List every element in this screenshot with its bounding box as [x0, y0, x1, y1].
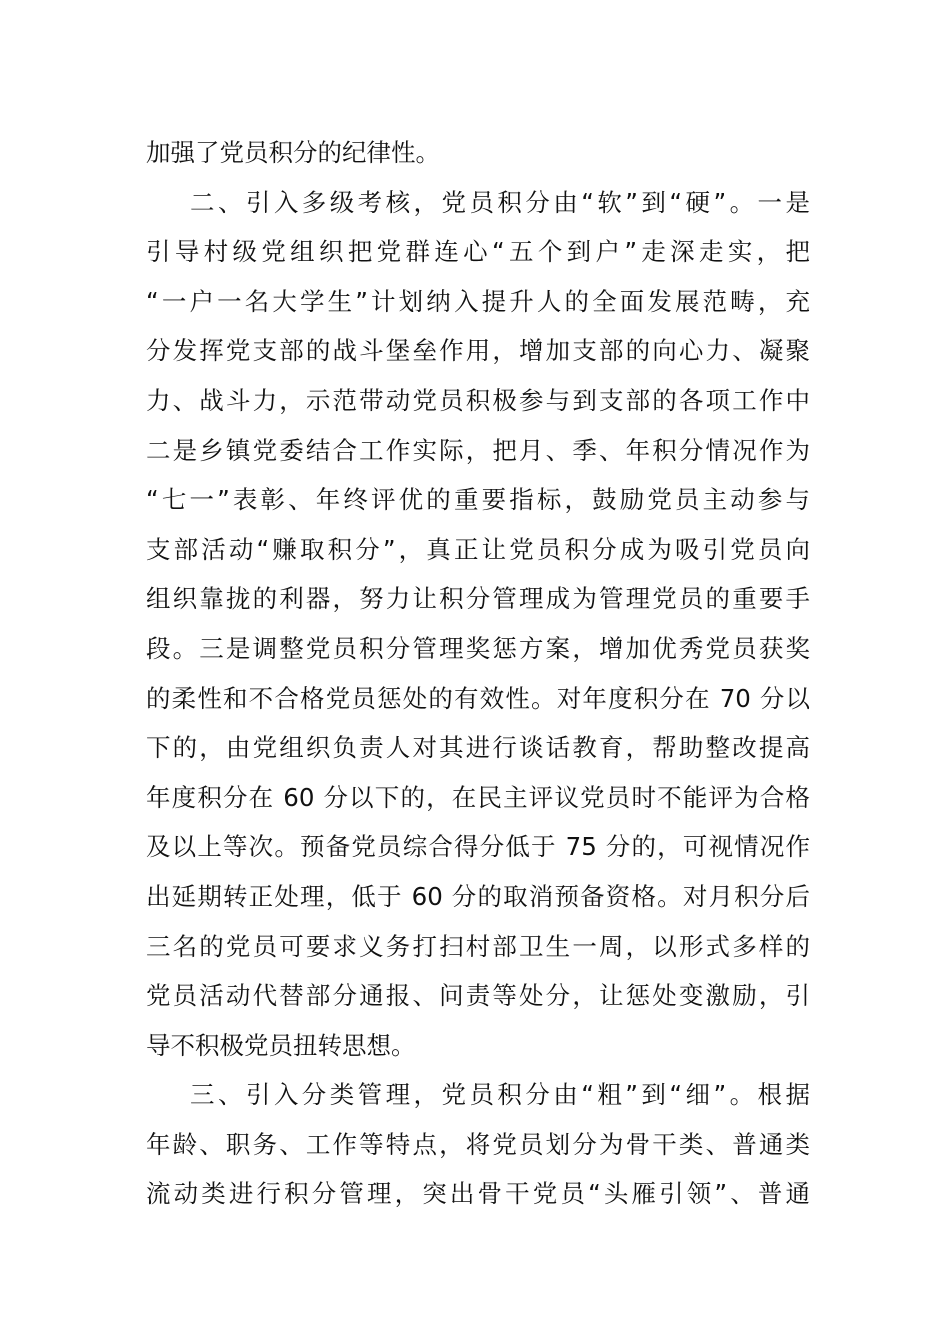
text-line: 组织靠拢的利器，努力让积分管理成为管理党员的重要手	[146, 584, 810, 614]
text-line: 分发挥党支部的战斗堡垒作用，增加支部的向心力、凝聚	[146, 336, 810, 366]
text-line: 导不积极党员扭转思想。	[146, 1030, 416, 1060]
body-text	[146, 128, 810, 1219]
text-line: 年龄、职务、工作等特点，将党员划分为骨干类、普通类	[146, 1129, 810, 1159]
text-line: 二、引入多级考核，党员积分由“软”到“硬”。一是	[190, 187, 810, 217]
text-line: 下的，由党组织负责人对其进行谈话教育，帮助整改提高	[146, 733, 810, 763]
text-line: 党员活动代替部分通报、问责等处分，让惩处变激励，引	[146, 981, 810, 1011]
text-line: 引导村级党组织把党群连心“五个到户”走深走实，把	[146, 237, 810, 267]
text-line: “一户一名大学生”计划纳入提升人的全面发展范畴，充	[146, 286, 810, 316]
text-line: 二是乡镇党委结合工作实际，把月、季、年积分情况作为	[146, 435, 810, 465]
text-line: 流动类进行积分管理，突出骨干党员“头雁引领”、普通	[146, 1179, 810, 1209]
text-line: 的柔性和不合格党员惩处的有效性。对年度积分在 70 分以	[146, 683, 810, 713]
text-line: 力、战斗力，示范带动党员积极参与到支部的各项工作中	[146, 385, 810, 415]
text-line: 段。三是调整党员积分管理奖惩方案，增加优秀党员获奖	[146, 633, 810, 663]
text-line: 加强了党员积分的纪律性。	[146, 138, 440, 167]
text-line: 三、引入分类管理，党员积分由“粗”到“细”。根据	[190, 1080, 810, 1110]
text-line: 年度积分在 60 分以下的，在民主评议党员时不能评为合格	[146, 782, 810, 812]
text-line: 出延期转正处理，低于 60 分的取消预备资格。对月积分后	[146, 881, 810, 911]
text-line: 支部活动“赚取积分”，真正让党员积分成为吸引党员向	[146, 534, 810, 564]
text-line: “七一”表彰、年终评优的重要指标，鼓励党员主动参与	[146, 485, 810, 515]
text-line: 三名的党员可要求义务打扫村部卫生一周，以形式多样的	[146, 931, 810, 961]
text-line: 及以上等次。预备党员综合得分低于 75 分的，可视情况作	[146, 832, 810, 862]
